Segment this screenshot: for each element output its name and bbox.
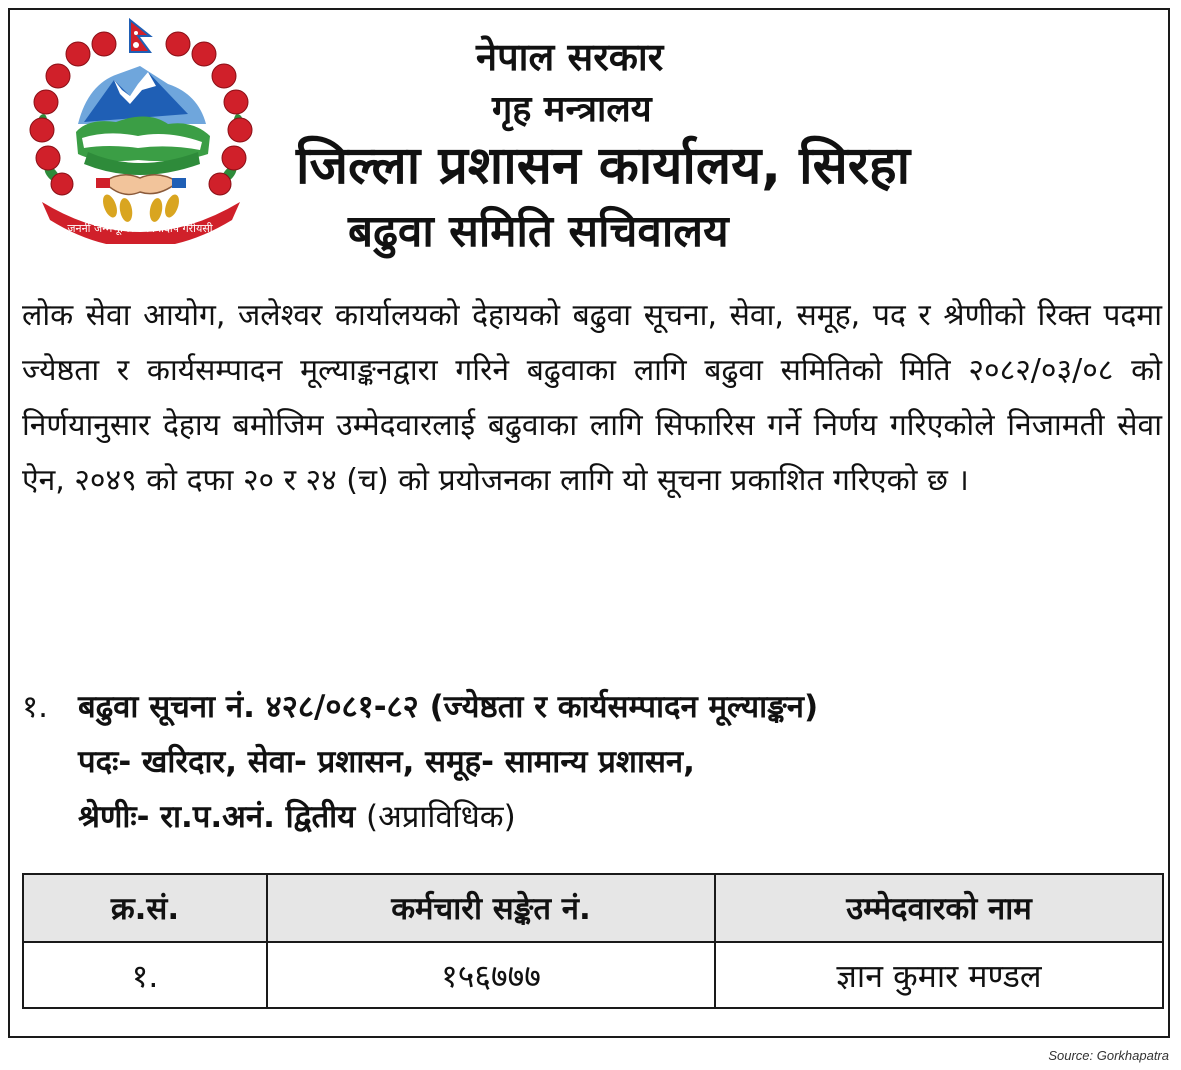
nepal-flag-icon [130,20,150,52]
table-row [23,942,1163,1008]
mountain-map-icon [76,66,210,175]
class-line: श्रेणीः- रा.प.अनं. द्वितीय [78,799,356,835]
table-header-row [23,874,1163,942]
notice-type: (ज्येष्ठता र कार्यसम्पादन मूल्याङ्कन) [429,689,819,725]
candidate-table [22,873,1164,1009]
col-header-candidate-name: उम्मेदवारको नाम [715,874,1163,942]
post-line: पदः- खरिदार, सेवा- प्रशासन, समूह- सामान्य प्रशासन, [78,744,695,780]
class-line-row [22,790,1162,845]
cell-serial: १. [23,942,267,1008]
wheat-icon [100,193,181,223]
notice-number-row [22,680,1162,735]
cell-employee-code: १५६७७७ [267,942,715,1008]
handshake-icon [96,175,186,195]
promotion-notice-details [22,680,1162,845]
cell-candidate-name: ज्ञान कुमार मण्डल [715,942,1163,1008]
notice-item-number: १. [22,689,48,725]
motto-text: जननी जन्मभूमिश्च स्वर्गादपि गरीयसी [67,222,213,235]
class-note: (अप्राविधिक) [365,799,516,835]
office-title: जिल्ला प्रशासन कार्यालय, सिरहा [296,136,911,196]
source-credit: Source: Gorkhapatra [1048,1048,1169,1063]
notice-body-text: लोक सेवा आयोग, जलेश्वर कार्यालयको देहायको बढुवा सूचना, सेवा, समूह, पद र श्रेणीको रिक्त पदमा ज्येष्ठता र कार्यसम्पादन मूल्याङ्कनद्वारा गरिने बढुवाका लागि बढुवा समितिको मिति २०८२/०३/०८ को निर्णयानुसार देहाय बमोजिम उम्मेदवारलाई बढुवाका लागि सिफारिस गर्ने निर्णय गरिएकोले निजामती सेवा ऐन, २०४९ को दफा २० र २४ (च) को प्रयोजनका लागि यो सूचना प्रकाशित गरिएको छ । [22,298,1162,498]
notice-title: बढुवा सूचना नं. ४२८/०८१-८२ [78,689,419,725]
ministry-title: गृह मन्त्रालय [492,89,652,130]
nepal-emblem-icon [18,14,263,244]
secretariat-title: बढुवा समिति सचिवालय [348,206,729,257]
motto-ribbon [42,202,240,244]
col-header-employee-code: कर्मचारी सङ्केत नं. [267,874,715,942]
col-header-serial: क्र.सं. [23,874,267,942]
government-title: नेपाल सरकार [476,35,664,79]
